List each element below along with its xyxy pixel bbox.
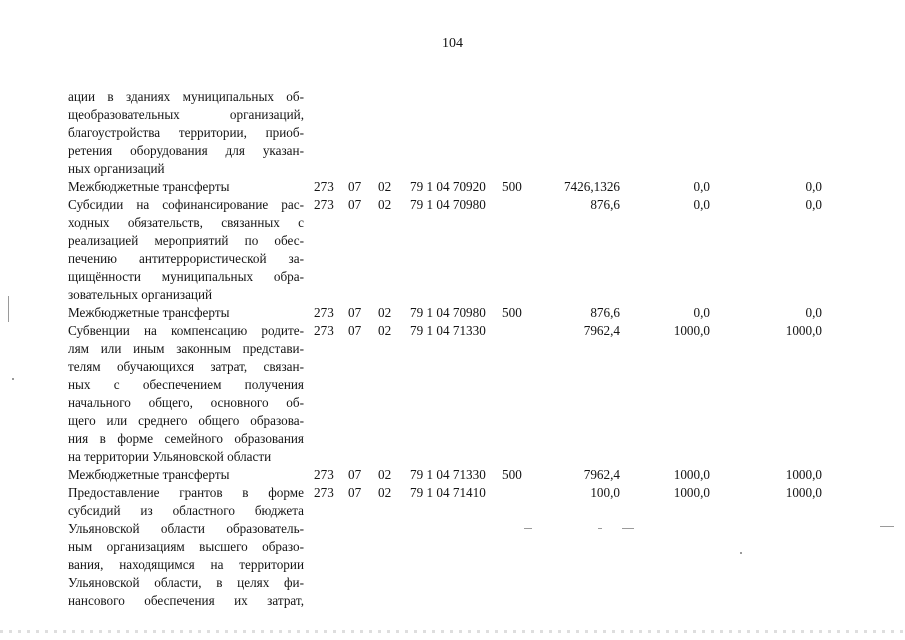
row-name — [68, 322, 304, 466]
table-row — [0, 304, 905, 322]
name-line: вания, находящимся на территории — [68, 557, 304, 572]
subsection-code: 02 — [378, 305, 392, 320]
subsection-code: 02 — [378, 179, 392, 194]
amount-year-3: 0,0 — [805, 179, 822, 194]
amount-year-3: 1000,0 — [785, 323, 822, 338]
table-row — [0, 322, 905, 466]
name-line: лям или иным законным представи- — [68, 341, 304, 356]
budget-table — [0, 88, 905, 610]
scan-speck — [880, 526, 894, 527]
amount-year-2: 0,0 — [693, 197, 710, 212]
subsection-code: 02 — [378, 323, 392, 338]
target-article-code: 79 1 04 70980 — [410, 197, 486, 212]
target-article-code: 79 1 04 70980 — [410, 305, 486, 320]
row-name — [68, 484, 304, 610]
page-number: 104 — [442, 36, 463, 51]
name-line: благоустройства территории, приоб- — [68, 125, 304, 140]
target-article-code: 79 1 04 71330 — [410, 323, 486, 338]
section-code: 07 — [348, 485, 362, 500]
section-code: 07 — [348, 179, 362, 194]
name-line: ным организациям высшего образо- — [68, 539, 304, 554]
name-line: реализацией мероприятий по обес- — [68, 233, 304, 248]
target-article-code: 79 1 04 71410 — [410, 485, 486, 500]
name-line: ных с обеспечением получения — [68, 377, 304, 392]
amount-year-2: 1000,0 — [673, 323, 710, 338]
ministry-code: 273 — [314, 323, 334, 338]
name-line: Ульяновской области образователь- — [68, 521, 304, 536]
name-line: Межбюджетные трансферты — [68, 305, 230, 320]
scan-speck — [12, 378, 14, 380]
name-line: ации в зданиях муниципальных об- — [68, 89, 304, 104]
amount-year-2: 1000,0 — [673, 467, 710, 482]
name-line: Межбюджетные трансферты — [68, 467, 230, 482]
section-code: 07 — [348, 467, 362, 482]
name-line: ретения оборудования для указан- — [68, 143, 304, 158]
amount-year-1: 7962,4 — [583, 323, 620, 338]
amount-year-3: 0,0 — [805, 305, 822, 320]
name-line: Ульяновской области, в целях фи- — [68, 575, 304, 590]
amount-year-3: 1000,0 — [785, 485, 822, 500]
ministry-code: 273 — [314, 197, 334, 212]
name-line: щего или среднего общего образова- — [68, 413, 304, 428]
section-code: 07 — [348, 305, 362, 320]
name-line: печению антитеррористической за- — [68, 251, 304, 266]
expense-type-code: 500 — [502, 179, 522, 194]
section-code: 07 — [348, 197, 362, 212]
name-line: Предоставление грантов в форме — [68, 485, 304, 500]
table-row — [0, 466, 905, 484]
amount-year-1: 7426,1326 — [563, 179, 620, 194]
name-line: на территории Ульяновской области — [68, 449, 272, 464]
table-row — [0, 178, 905, 196]
name-line: нансового обеспечения их затрат, — [68, 593, 304, 608]
ministry-code: 273 — [314, 305, 334, 320]
amount-year-1: 876,6 — [590, 197, 620, 212]
scan-edge-artifact — [0, 630, 905, 633]
subsection-code: 02 — [378, 197, 392, 212]
name-line: начального общего, основного об- — [68, 395, 304, 410]
expense-type-code: 500 — [502, 305, 522, 320]
name-line: Межбюджетные трансферты — [68, 179, 230, 194]
name-line: Субвенции на компенсацию родите- — [68, 323, 304, 338]
subsection-code: 02 — [378, 485, 392, 500]
scan-speck — [524, 528, 532, 529]
amount-year-2: 1000,0 — [673, 485, 710, 500]
name-line: щеобразовательных организаций, — [68, 107, 304, 122]
expense-type-code: 500 — [502, 467, 522, 482]
amount-year-3: 1000,0 — [785, 467, 822, 482]
scan-speck — [8, 296, 9, 322]
name-line: ходных обязательств, связанных с — [68, 215, 304, 230]
row-name — [68, 466, 304, 484]
amount-year-2: 0,0 — [693, 179, 710, 194]
scan-speck — [740, 552, 742, 554]
row-name — [68, 196, 304, 304]
name-line: ния в форме семейного образования — [68, 431, 304, 446]
table-row — [0, 196, 905, 304]
section-code: 07 — [348, 323, 362, 338]
scan-speck — [598, 528, 602, 529]
ministry-code: 273 — [314, 485, 334, 500]
row-name — [68, 178, 304, 196]
name-line: субсидий из областного бюджета — [68, 503, 304, 518]
name-line: телям обучающихся затрат, связан- — [68, 359, 304, 374]
target-article-code: 79 1 04 71330 — [410, 467, 486, 482]
row-name — [68, 304, 304, 322]
amount-year-1: 100,0 — [590, 485, 620, 500]
table-row — [0, 88, 905, 178]
name-line: ных организаций — [68, 161, 165, 176]
name-line: зовательных организаций — [68, 287, 213, 302]
amount-year-3: 0,0 — [805, 197, 822, 212]
target-article-code: 79 1 04 70920 — [410, 179, 486, 194]
name-line: Субсидии на софинансирование рас- — [68, 197, 304, 212]
row-name — [68, 88, 304, 178]
amount-year-1: 876,6 — [590, 305, 620, 320]
amount-year-2: 0,0 — [693, 305, 710, 320]
name-line: щищённости муниципальных обра- — [68, 269, 304, 284]
subsection-code: 02 — [378, 467, 392, 482]
scan-speck — [622, 528, 634, 529]
ministry-code: 273 — [314, 179, 334, 194]
amount-year-1: 7962,4 — [583, 467, 620, 482]
table-row — [0, 484, 905, 610]
ministry-code: 273 — [314, 467, 334, 482]
